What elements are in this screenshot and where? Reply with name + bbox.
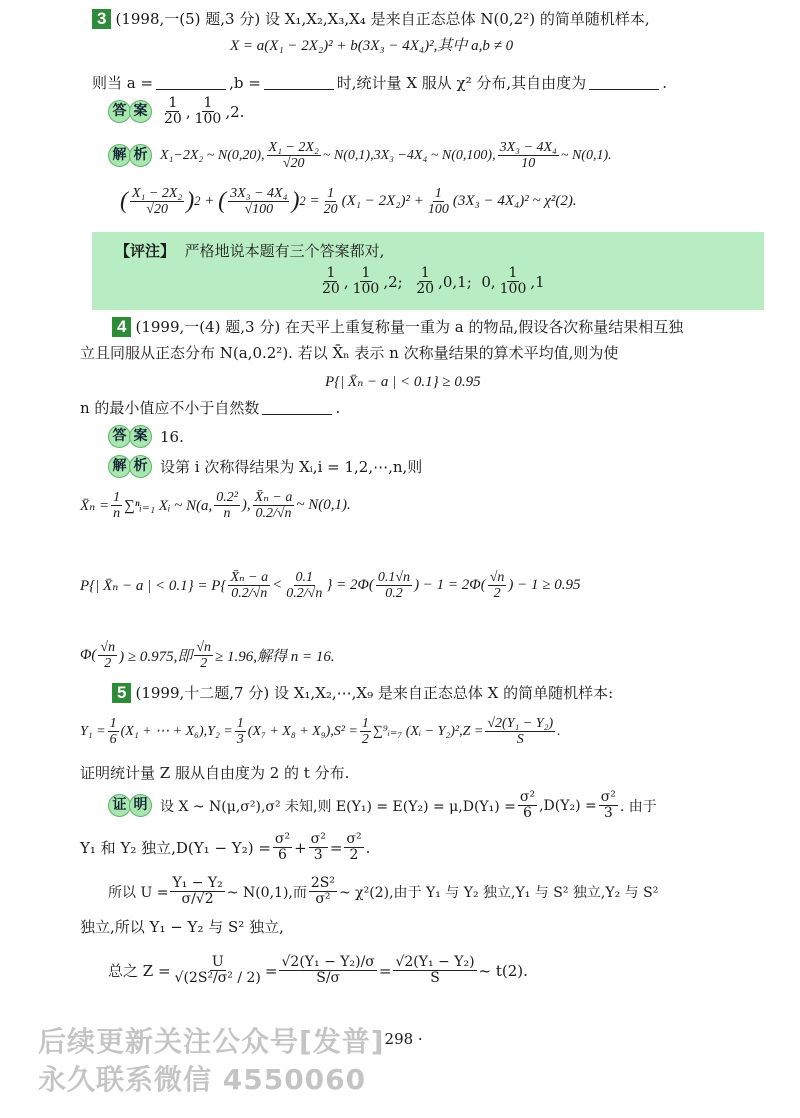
text: (X₁ + ⋯ + X₆),Y₂ = [120, 724, 233, 740]
q4-analysis-3 [80, 570, 581, 602]
text: ,b = [229, 73, 261, 92]
fraction [253, 490, 295, 522]
text: 答 [108, 100, 131, 123]
text: ,0,1; [438, 272, 472, 291]
text: 答 [108, 425, 131, 448]
denominator: 20 [322, 281, 340, 298]
note-heading [115, 240, 384, 261]
text: ,1 [530, 272, 545, 291]
numerator: 1 [236, 716, 244, 731]
text: (1999,十二题,7 分) 设 X₁,X₂,⋯,X₉ 是来自正态总体 X 的简单随机样本: [135, 684, 614, 702]
numerator: X₁ − 2X₂ [132, 186, 183, 201]
numerator: X̄ₙ − a [230, 570, 269, 585]
fraction [273, 832, 292, 864]
numerator: Y₁ − Y₂ [172, 875, 223, 891]
text: 0, [481, 272, 496, 291]
fraction [98, 640, 117, 672]
text: 时,统计量 X 服从 χ² 分布,其自由度为 [336, 74, 587, 92]
denominator: 100 [427, 202, 449, 218]
text: ) ≥ 0.975,即 [119, 649, 193, 666]
numerator: √2(Y₁ − Y₂)/σ [281, 954, 375, 970]
text: 解 [108, 144, 131, 167]
text: ~ χ²(2),由于 Y₁ 与 Y₂ 独立,Y₁ 与 S² 独立,Y₂ 与 S² [338, 884, 659, 901]
denominator: 100 [194, 111, 222, 128]
numerator: X̄ₙ − a [254, 490, 293, 505]
text: ( [218, 188, 227, 215]
text: = [264, 961, 278, 980]
q4-statement [112, 316, 683, 337]
question-number: 3 [92, 9, 111, 29]
denominator: √20 [146, 202, 168, 218]
numerator: 2S² [310, 875, 335, 891]
denominator: 20 [416, 281, 435, 298]
numerator: 3X₃ − 4X₄ [499, 140, 557, 155]
fraction [284, 570, 324, 602]
denominator: S [516, 732, 524, 748]
watermark-line-1: 后续更新关注公众号[发普] [38, 1025, 385, 1058]
text: ∑⁹ᵢ₌₇ (Xᵢ − Y₂)²,Z = [372, 724, 484, 740]
denominator: 3 [236, 732, 244, 748]
text: 则当 a = [92, 74, 154, 92]
denominator: 100 [499, 281, 527, 298]
q3-statement [92, 8, 650, 29]
q5-proof-1 [108, 790, 657, 822]
denominator: S/σ [316, 970, 341, 987]
text: ~ t(2). [478, 961, 528, 980]
q3-answer: 答 案 $\frac{1}{20}$ , $\frac{1}{100}$ ,2. [108, 96, 244, 128]
q4-formula: P{| X̄ₙ − a | < 0.1} ≥ 0.95 [325, 374, 481, 390]
text: ), [241, 497, 251, 514]
denominator: 0.2/√n [286, 586, 323, 602]
numerator: √n [196, 640, 212, 655]
text: . [557, 723, 561, 739]
text: ~ N(0,1),而 [226, 884, 307, 901]
numerator: 0.2² [216, 490, 238, 505]
text: ≥ 1.96,解得 n = 16. [215, 649, 335, 666]
denominator: 3 [313, 847, 323, 864]
q5-proof-5 [108, 955, 528, 987]
text: ,D(Y₂) = [539, 797, 597, 814]
numerator: 1 [434, 186, 442, 201]
text: . [335, 398, 341, 417]
text: ,2. [225, 102, 245, 121]
text: ) [186, 188, 195, 215]
numerator: 1 [508, 265, 518, 281]
fraction [279, 955, 376, 987]
q5-question: 证明统计量 Z 服从自由度为 2 的 t 分布. [80, 764, 350, 782]
q4-line2: 立且同服从正态分布 N(a,0.2²). 若以 X̄ₙ 表示 n 次称量结果的算术平均值,则为使 [80, 344, 619, 362]
text: ~ N(0,1),3X₃ −4X₄ ~ N(0,100), [322, 147, 496, 163]
q5-statement [112, 682, 613, 703]
q4-analysis-4 [80, 640, 335, 672]
denominator: 10 [521, 156, 536, 172]
numerator: 1 [361, 265, 371, 281]
fraction [170, 876, 224, 908]
numerator: 3X₃ − 4X₄ [230, 186, 288, 201]
fraction [518, 790, 537, 822]
text: ~ N(0,1). [296, 497, 351, 514]
question-number: 4 [112, 317, 131, 337]
fraction [162, 96, 184, 128]
fraction [360, 716, 371, 748]
q4-analysis-1 [108, 455, 422, 478]
text: P{| X̄ₙ − a | < 0.1} = P{ [80, 578, 227, 595]
analysis-tag [108, 455, 150, 478]
q4-question [80, 397, 340, 418]
fraction [426, 186, 451, 218]
q3-analysis-1 [108, 140, 612, 172]
text: X̄ₙ = [80, 498, 110, 515]
note-text: 严格地说本题有三个答案都对, [184, 242, 385, 260]
q5-proof-2 [80, 832, 370, 864]
note-answers: $\frac{1}{20}$ , $\frac{1}{100}$ ,2; $\frac{1}{20}$ ,0,1; 0, $\frac{1}{100}$ ,1 [322, 265, 545, 298]
text: ) − 1 = 2Φ( [414, 577, 486, 594]
denominator: 2 [104, 656, 112, 672]
text: (1999,一(4) 题,3 分) 在天平上重复称量一重为 a 的物品,假设各次称量结果相互独 [135, 318, 684, 336]
fraction [228, 186, 289, 218]
fraction [344, 832, 363, 864]
q4-answer [108, 425, 184, 448]
text: < [272, 577, 283, 594]
question-number: 5 [112, 683, 131, 703]
text: Y₁ = [80, 723, 106, 739]
fraction [235, 716, 246, 748]
text: 析 [129, 455, 152, 478]
numerator: √n [489, 570, 505, 585]
fraction [309, 876, 337, 908]
denominator: n [223, 506, 231, 522]
denominator: 2 [349, 847, 359, 864]
fraction [393, 955, 476, 987]
numerator: σ² [310, 831, 326, 847]
text: = [378, 961, 392, 980]
watermark-line-2: 永久联系微信 4550060 [38, 1063, 367, 1096]
blank [156, 75, 226, 90]
text: . 由于 [619, 798, 657, 815]
text: (3X₃ − 4X₄)² ~ χ²(2). [452, 193, 577, 210]
text: 案 [129, 425, 152, 448]
fraction [376, 570, 412, 602]
denominator: 20 [164, 111, 182, 128]
text: n 的最小值应不小于自然数 [80, 399, 260, 417]
fraction [108, 716, 119, 748]
numerator: σ² [274, 831, 291, 847]
analysis-tag [108, 144, 150, 167]
denominator: σ/√2 [181, 891, 214, 908]
text: (X₇ + X₈ + X₉),S² = [247, 723, 358, 739]
text: 设 X ~ N(μ,σ²),σ² 未知,则 E(Y₁) = E(Y₂) = μ,D(Y₁) = [160, 798, 516, 815]
denominator: √(2S²/σ² / 2) [174, 970, 261, 987]
fraction [320, 266, 342, 298]
numerator: 1 [168, 95, 178, 111]
denominator: 0.2 [385, 586, 403, 602]
fraction [173, 955, 263, 987]
fraction [322, 186, 340, 218]
text: Φ( [80, 647, 97, 664]
numerator: 0.1√n [377, 570, 411, 585]
fraction [599, 790, 618, 822]
denominator: 0.2/√n [255, 506, 292, 522]
text: ,2; [383, 272, 403, 291]
blank [262, 400, 332, 415]
numerator: X₁ − 2X₂ [268, 140, 319, 155]
numerator: 1 [327, 186, 335, 201]
text: 16. [160, 427, 184, 446]
denominator: n [113, 506, 121, 522]
text: 析 [129, 144, 152, 167]
denominator: 2 [361, 732, 369, 748]
denominator: 6 [523, 805, 532, 822]
fraction [414, 266, 436, 298]
denominator: S [430, 970, 440, 987]
fraction [351, 266, 382, 298]
numerator: 1 [109, 716, 117, 731]
numerator: 1 [361, 716, 369, 731]
q4-analysis-2 [80, 490, 351, 522]
text: ) [291, 188, 300, 215]
denominator: 0.2/√n [231, 586, 268, 602]
denominator: 6 [109, 732, 117, 748]
page-number: · 298 · [375, 1030, 423, 1048]
text: 明 [129, 794, 152, 817]
text: 总之 Z = [108, 962, 171, 981]
numerator: 1 [420, 265, 430, 281]
text: 2 [194, 194, 201, 209]
fraction [193, 96, 224, 128]
answer-tag [108, 100, 150, 123]
denominator: 2 [200, 656, 208, 672]
fraction [228, 570, 270, 602]
denominator: 6 [278, 847, 287, 864]
q5-proof-4: 独立,所以 Y₁ − Y₂ 与 S² 独立, [80, 918, 284, 936]
fraction [485, 716, 555, 748]
proof-tag [108, 794, 150, 817]
q3-line1: (1998,一(5) 题,3 分) 设 X₁,X₂,X₃,X₄ 是来自正态总体 N(0,2²) 的简单随机样本, [115, 10, 650, 28]
denominator: 100 [352, 281, 380, 298]
text: 设第 i 次称得结果为 Xᵢ,i = 1,2,⋯,n,则 [160, 458, 423, 476]
text: ) − 1 ≥ 0.95 [508, 577, 581, 594]
q3-formula: X = a(X₁ − 2X₂)² + b(3X₃ − 4X₄)²,其中 a,b ≠ 0 [230, 38, 514, 54]
numerator: √n [100, 640, 116, 655]
text: ∑ⁿᵢ₌₁ Xᵢ ~ N(a, [124, 498, 213, 515]
numerator: σ² [600, 789, 616, 805]
fraction [111, 490, 122, 522]
denominator: 20 [323, 202, 338, 218]
note-label: 【评注】 [115, 242, 176, 260]
fraction [498, 140, 559, 172]
text: 2 [299, 194, 306, 209]
text: . [365, 838, 371, 857]
text: ~ N(0,1). [560, 147, 612, 163]
q3-question [92, 72, 667, 93]
q3-analysis-2 [120, 186, 577, 218]
fraction [267, 140, 321, 172]
blank [589, 75, 659, 90]
text: + [204, 193, 215, 210]
text: ( [120, 188, 128, 215]
text: } = 2Φ( [326, 577, 374, 594]
text: (X₁ − 2X₂)² + [341, 193, 424, 210]
numerator: √2(Y₁ − Y₂) [395, 954, 475, 970]
text: 证 [108, 794, 131, 817]
fraction [194, 640, 213, 672]
text: . [662, 73, 667, 92]
denominator: 2 [493, 586, 501, 602]
blank [264, 75, 334, 90]
numerator: 1 [326, 265, 336, 281]
numerator: σ² [519, 789, 536, 805]
denominator: σ² [315, 891, 331, 908]
numerator: 1 [203, 95, 213, 111]
text: X₁−2X₂ ~ N(0,20), [160, 147, 265, 163]
text: 所以 U = [108, 884, 169, 901]
fraction [498, 266, 529, 298]
numerator: 0.1 [295, 570, 314, 585]
fraction [488, 570, 507, 602]
fraction [214, 490, 240, 522]
fraction [309, 832, 328, 864]
text: + [294, 838, 307, 857]
numerator: σ² [346, 831, 362, 847]
denominator: √100 [244, 202, 274, 218]
text: = [309, 193, 320, 210]
text: = [329, 838, 343, 857]
text: 案 [129, 100, 152, 123]
q5-definitions [80, 716, 561, 748]
denominator: √20 [282, 156, 305, 172]
numerator: U [211, 954, 224, 970]
text: Y₁ 和 Y₂ 独立,D(Y₁ − Y₂) = [80, 839, 271, 858]
answer-tag [108, 425, 150, 448]
q5-proof-3 [108, 876, 658, 908]
text: 解 [108, 455, 131, 478]
numerator: 1 [113, 490, 121, 505]
fraction [130, 186, 184, 218]
numerator: √2(Y₁ − Y₂) [487, 716, 554, 731]
denominator: 3 [603, 805, 613, 822]
